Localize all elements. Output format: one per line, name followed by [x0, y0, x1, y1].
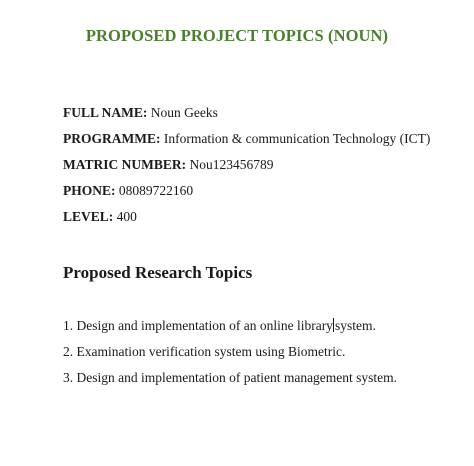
topic-2-text: 2. Examination verification system using Biometric.: [63, 344, 346, 359]
full-name-label: FULL NAME:: [63, 105, 148, 120]
topic-item-3[interactable]: [63, 369, 463, 395]
phone-row: [63, 182, 463, 208]
topic-item-1[interactable]: [63, 317, 463, 343]
programme-row: [63, 130, 463, 156]
research-topics-list: [63, 317, 463, 395]
matric-number-row: [63, 156, 463, 182]
level-label: LEVEL:: [63, 209, 114, 224]
phone-label: PHONE:: [63, 183, 116, 198]
topic-1-text-after-cursor: system.: [334, 318, 376, 333]
full-name-row: [63, 104, 463, 130]
full-name-value: Noun Geeks: [147, 105, 218, 120]
topic-item-2[interactable]: [63, 343, 463, 369]
student-details: [63, 104, 463, 234]
programme-label: PROGRAMME:: [63, 131, 161, 146]
level-value: 400: [113, 209, 137, 224]
topic-1-text-before-cursor: 1. Design and implementation of an online library: [63, 318, 333, 333]
matric-number-label: MATRIC NUMBER:: [63, 157, 187, 172]
research-topics-heading: Proposed Research Topics: [63, 263, 253, 282]
document-title: PROPOSED PROJECT TOPICS (NOUN): [85, 26, 389, 45]
topic-3-text: 3. Design and implementation of patient management system.: [63, 370, 398, 385]
phone-value: 08089722160: [115, 183, 194, 198]
programme-value: Information & communication Technology (ICT): [160, 131, 431, 146]
level-row: [63, 208, 463, 234]
matric-number-value: Nou123456789: [186, 157, 274, 172]
